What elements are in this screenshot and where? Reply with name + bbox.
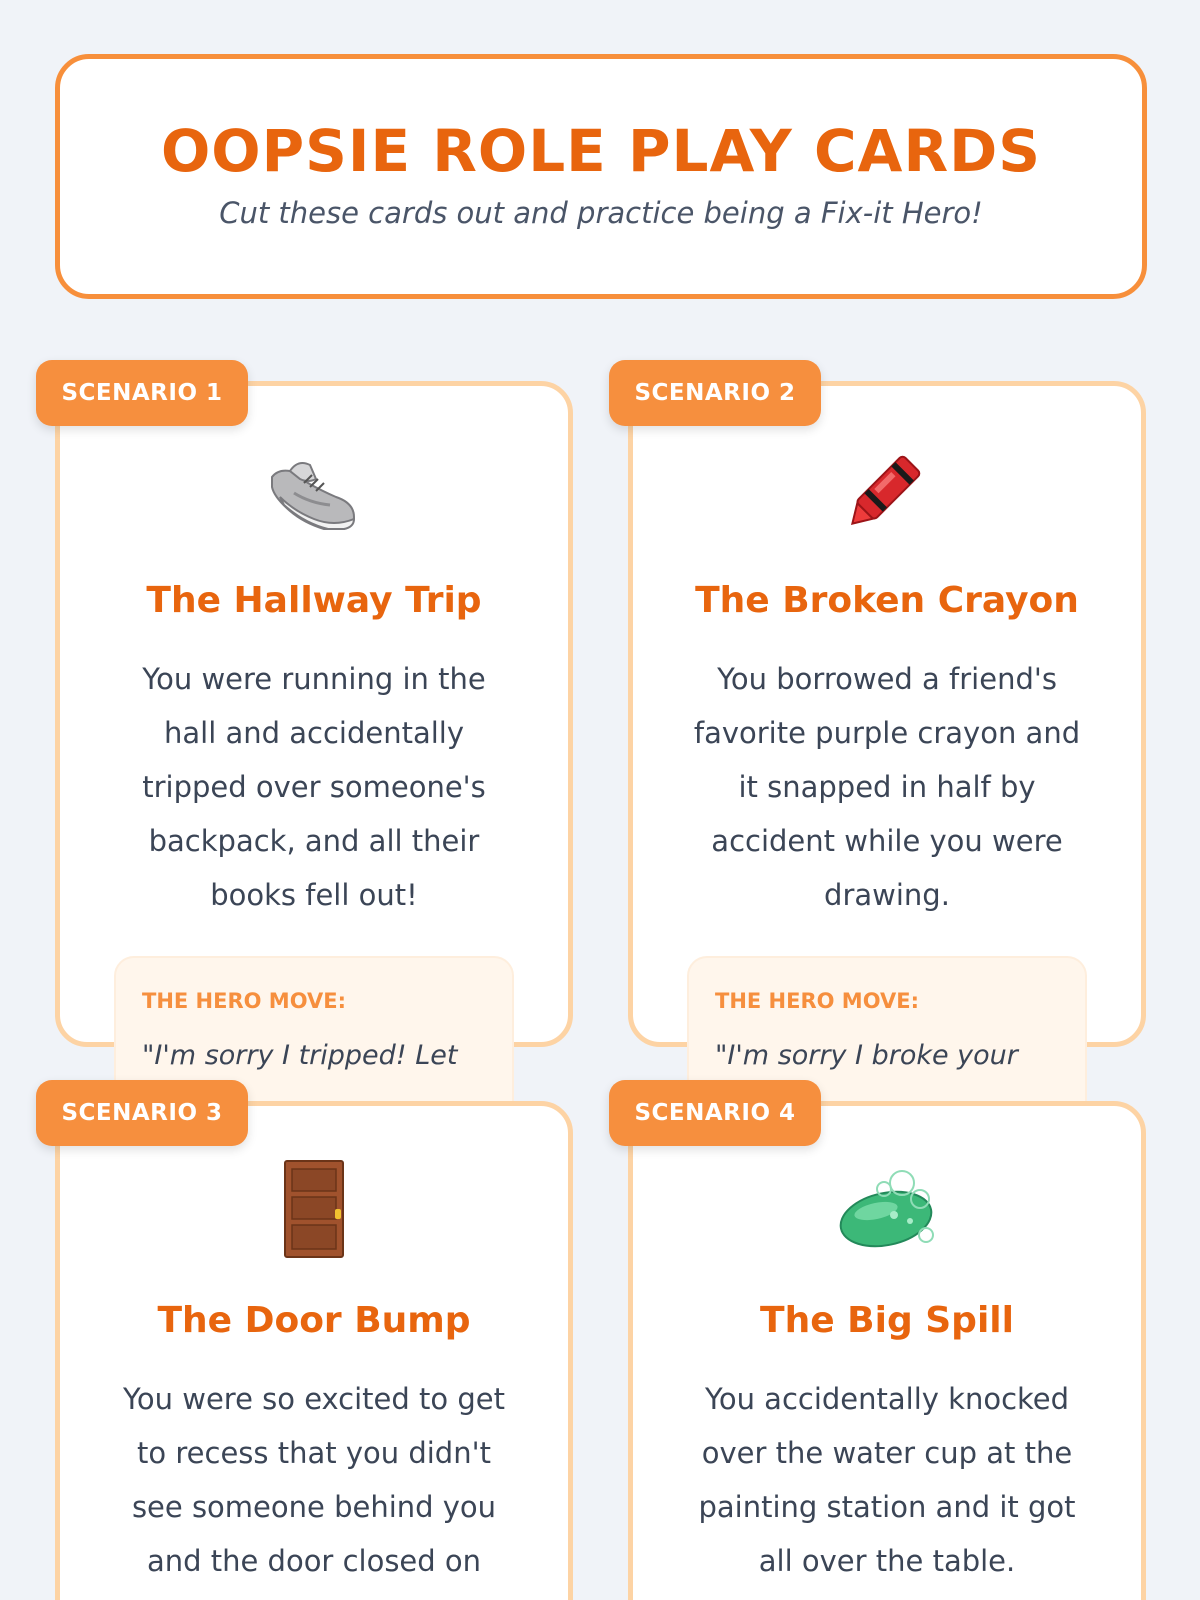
- crayon-icon: [832, 434, 942, 548]
- hero-move-quote: "I'm sorry I broke your: [715, 1040, 1018, 1071]
- sneaker-icon: [264, 439, 364, 543]
- description-line: tripped over someone's: [142, 770, 486, 804]
- scenario-badge: SCENARIO 2: [609, 360, 821, 426]
- description-line: it snapped in half by: [738, 770, 1036, 804]
- description-line: You borrowed a friend's: [717, 662, 1057, 696]
- scenario-card-4: [628, 1101, 1146, 1600]
- card-title: The Broken Crayon: [695, 580, 1079, 621]
- card-description: [683, 652, 1091, 922]
- description-line: over the water cup at the: [701, 1436, 1073, 1470]
- description-line: backpack, and all their: [148, 824, 480, 858]
- scenario-card-1: [55, 380, 573, 1071]
- scenario-badge: SCENARIO 1: [36, 360, 248, 426]
- page-title: OOPSIE ROLE PLAY CARDS: [160, 117, 1042, 185]
- description-line: all over the table.: [758, 1544, 1016, 1578]
- description-line: to recess that you didn't: [137, 1436, 491, 1470]
- description-line: drawing.: [824, 878, 950, 912]
- card-title: The Door Bump: [157, 1300, 471, 1341]
- description-line: books fell out!: [210, 878, 418, 912]
- card-title: The Big Spill: [760, 1300, 1014, 1341]
- description-line: painting station and it got: [698, 1490, 1076, 1524]
- hero-move-label: THE HERO MOVE:: [142, 989, 346, 1013]
- card-description: [110, 1372, 518, 1588]
- scenario-card-2: [628, 380, 1146, 1071]
- door-icon: [279, 1159, 349, 1263]
- page-subtitle: Cut these cards out and practice being a Fix-it Hero!: [219, 196, 983, 230]
- soap-icon: [832, 1159, 942, 1263]
- description-line: You accidentally knocked: [704, 1382, 1070, 1416]
- description-line: and the door closed on: [146, 1544, 482, 1578]
- description-line: see someone behind you: [131, 1490, 497, 1524]
- description-line: You were running in the: [142, 662, 486, 696]
- scenario-badge: SCENARIO 3: [36, 1080, 248, 1146]
- header-card: [55, 54, 1147, 299]
- description-line: favorite purple crayon and: [693, 716, 1081, 750]
- scenario-badge: SCENARIO 4: [609, 1080, 821, 1146]
- hero-move-quote: "I'm sorry I tripped! Let: [142, 1040, 458, 1071]
- description-line: hall and accidentally: [163, 716, 465, 750]
- card-description: [683, 1372, 1091, 1588]
- scenario-card-3: [55, 1101, 573, 1600]
- description-line: accident while you were: [711, 824, 1063, 858]
- card-title: The Hallway Trip: [146, 580, 482, 621]
- description-line: You were so excited to get: [123, 1382, 505, 1416]
- card-description: [110, 652, 518, 922]
- hero-move-label: THE HERO MOVE:: [715, 989, 919, 1013]
